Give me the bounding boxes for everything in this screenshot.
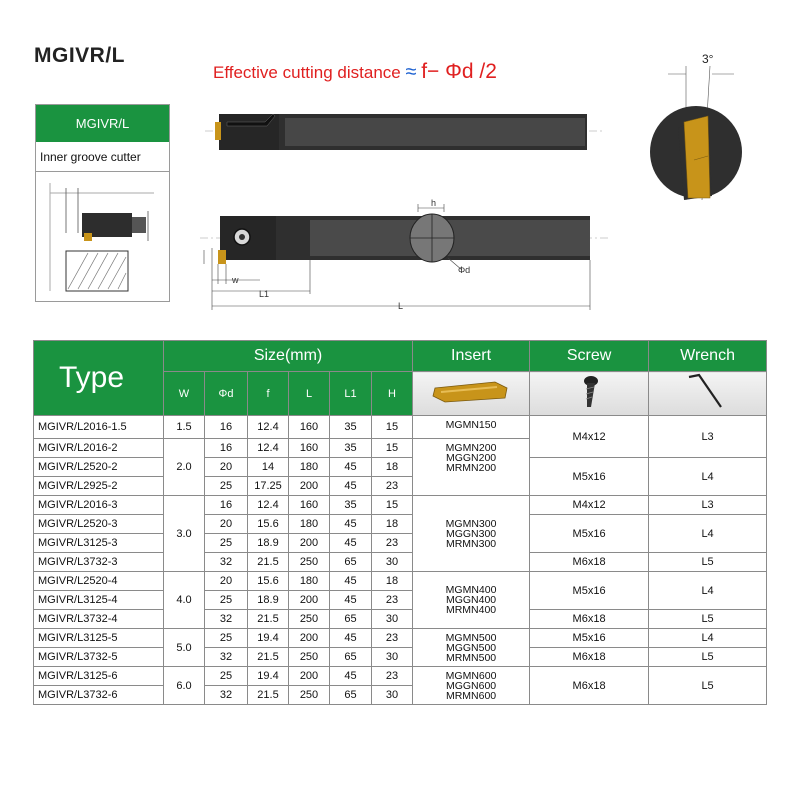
l1-cell: 65 [330,686,372,705]
f-cell: 18.9 [248,591,289,610]
l1-cell: 45 [330,591,372,610]
d-cell: 32 [205,610,248,629]
wrench-cell: L4 [649,515,767,553]
d-cell: 16 [205,439,248,458]
wrench-cell: L4 [649,458,767,496]
l1-cell: 45 [330,458,372,477]
wrench-cell: L4 [649,572,767,610]
l1-cell: 45 [330,515,372,534]
insert-cell: MGMN300 MGGN300 MRMN300 [413,496,530,572]
l1-cell: 45 [330,572,372,591]
model-cell: MGIVR/L2925-2 [34,477,164,496]
f-cell: 14 [248,458,289,477]
table-row [34,667,767,686]
w-cell: 6.0 [164,667,205,705]
col-f: f [248,372,289,416]
l-cell: 160 [289,416,330,439]
f-cell: 15.6 [248,572,289,591]
l-cell: 200 [289,534,330,553]
l-cell: 180 [289,515,330,534]
model-cell: MGIVR/L2520-4 [34,572,164,591]
col-l1: L1 [330,372,372,416]
table-row [34,572,767,591]
w-cell: 2.0 [164,439,205,496]
category-header: MGIVR/L [36,105,169,142]
d-cell: 25 [205,591,248,610]
model-cell: MGIVR/L2520-2 [34,458,164,477]
d-cell: 25 [205,629,248,648]
formula-prefix: Effective cutting distance [213,63,401,82]
l1-cell: 35 [330,496,372,515]
d-cell: 25 [205,534,248,553]
d-cell: 25 [205,477,248,496]
wrench-image-cell [649,372,767,416]
col-l: L [289,372,330,416]
col-phid: Φd [205,372,248,416]
screw-cell: M5x16 [530,515,649,553]
col-h: H [372,372,413,416]
wrench-cell: L5 [649,667,767,705]
l-cell: 180 [289,458,330,477]
f-cell: 19.4 [248,629,289,648]
h-cell: 15 [372,439,413,458]
dim-h-label: h [431,198,437,208]
screw-cell: M4x12 [530,496,649,515]
f-cell: 21.5 [248,648,289,667]
table-row [34,648,767,667]
table-row [34,553,767,572]
screw-cell: M4x12 [530,416,649,458]
model-cell: MGIVR/L3125-5 [34,629,164,648]
size-header: Size(mm) [164,341,413,372]
f-cell: 19.4 [248,667,289,686]
insert-image-cell [413,372,530,416]
model-cell: MGIVR/L3125-6 [34,667,164,686]
l-cell: 200 [289,591,330,610]
insert-icon [431,380,511,404]
model-cell: MGIVR/L2016-1.5 [34,416,164,439]
table-row [34,496,767,515]
wrench-icon [683,373,733,411]
dim-w-label: w [232,275,239,285]
category-box [35,104,170,302]
l-cell: 200 [289,629,330,648]
screw-cell: M5x16 [530,458,649,496]
model-cell: MGIVR/L3732-6 [34,686,164,705]
table-row [34,416,767,439]
l1-cell: 45 [330,534,372,553]
spec-table [33,340,767,705]
insert-cell: MGMN400 MGGN400 MRMN400 [413,572,530,629]
f-cell: 12.4 [248,416,289,439]
groove-cutter-illustration [36,173,169,301]
h-cell: 23 [372,477,413,496]
l-cell: 160 [289,439,330,458]
model-cell: MGIVR/L3732-5 [34,648,164,667]
screw-cell: M5x16 [530,629,649,648]
model-cell: MGIVR/L3732-4 [34,610,164,629]
f-cell: 21.5 [248,553,289,572]
dim-phid-label: Φd [458,265,471,275]
d-cell: 16 [205,496,248,515]
cutting-distance-formula [213,60,497,84]
h-cell: 30 [372,686,413,705]
type-header: Type [34,341,164,416]
l1-cell: 65 [330,553,372,572]
h-cell: 23 [372,629,413,648]
model-cell: MGIVR/L3732-3 [34,553,164,572]
dim-l-label: L [398,301,404,311]
w-cell: 5.0 [164,629,205,667]
screw-header: Screw [530,341,649,372]
insert-cell: MGMN600 MGGN600 MRMN600 [413,667,530,705]
d-cell: 32 [205,553,248,572]
h-cell: 30 [372,553,413,572]
formula-expression: f− Φd /2 [421,60,497,83]
insert-cell: MGMN500 MGGN500 MRMN500 [413,629,530,667]
l-cell: 180 [289,572,330,591]
tool-side-view [205,100,605,170]
wrench-cell: L3 [649,416,767,458]
d-cell: 20 [205,458,248,477]
d-cell: 32 [205,686,248,705]
insert-header: Insert [413,341,530,372]
h-cell: 18 [372,572,413,591]
screw-cell: M6x18 [530,553,649,572]
model-cell: MGIVR/L2016-3 [34,496,164,515]
wrench-cell: L5 [649,610,767,629]
f-cell: 21.5 [248,686,289,705]
category-subtitle: Inner groove cutter [36,142,169,172]
h-cell: 23 [372,591,413,610]
screw-cell: M6x18 [530,667,649,705]
screw-icon [569,373,609,411]
wrench-cell: L5 [649,648,767,667]
f-cell: 12.4 [248,496,289,515]
wrench-cell: L5 [649,553,767,572]
dim-l1-label: L1 [259,289,270,299]
h-cell: 23 [372,667,413,686]
f-cell: 15.6 [248,515,289,534]
angle-label: 3° [702,52,714,66]
f-cell: 17.25 [248,477,289,496]
col-w: W [164,372,205,416]
insert-cell: MGMN200 MGGN200 MRMN200 [413,439,530,496]
cross-section-view [650,60,770,210]
insert-cell: MGMN150 [413,416,530,439]
d-cell: 20 [205,515,248,534]
l1-cell: 35 [330,416,372,439]
screw-cell: M6x18 [530,610,649,629]
wrench-cell: L4 [649,629,767,648]
table-row [34,458,767,477]
tool-top-view [200,190,610,320]
l1-cell: 65 [330,648,372,667]
l-cell: 160 [289,496,330,515]
h-cell: 30 [372,648,413,667]
h-cell: 23 [372,534,413,553]
d-cell: 20 [205,572,248,591]
l1-cell: 65 [330,610,372,629]
screw-image-cell [530,372,649,416]
table-row [34,629,767,648]
approx-symbol: ≈ [405,61,417,83]
l1-cell: 45 [330,667,372,686]
d-cell: 16 [205,416,248,439]
wrench-cell: L3 [649,496,767,515]
d-cell: 25 [205,667,248,686]
f-cell: 18.9 [248,534,289,553]
f-cell: 12.4 [248,439,289,458]
l1-cell: 35 [330,439,372,458]
l-cell: 250 [289,553,330,572]
page-title: MGIVR/L [34,44,125,67]
l-cell: 250 [289,610,330,629]
w-cell: 1.5 [164,416,205,439]
d-cell: 32 [205,648,248,667]
l-cell: 250 [289,648,330,667]
w-cell: 3.0 [164,496,205,572]
w-cell: 4.0 [164,572,205,629]
wrench-header: Wrench [649,341,767,372]
table-row [34,515,767,534]
model-cell: MGIVR/L3125-4 [34,591,164,610]
h-cell: 15 [372,416,413,439]
h-cell: 18 [372,515,413,534]
model-cell: MGIVR/L3125-3 [34,534,164,553]
h-cell: 18 [372,458,413,477]
l1-cell: 45 [330,629,372,648]
h-cell: 15 [372,496,413,515]
screw-cell: M5x16 [530,572,649,610]
l1-cell: 45 [330,477,372,496]
table-row [34,610,767,629]
l-cell: 200 [289,477,330,496]
h-cell: 30 [372,610,413,629]
l-cell: 200 [289,667,330,686]
f-cell: 21.5 [248,610,289,629]
model-cell: MGIVR/L2016-2 [34,439,164,458]
screw-cell: M6x18 [530,648,649,667]
model-cell: MGIVR/L2520-3 [34,515,164,534]
l-cell: 250 [289,686,330,705]
